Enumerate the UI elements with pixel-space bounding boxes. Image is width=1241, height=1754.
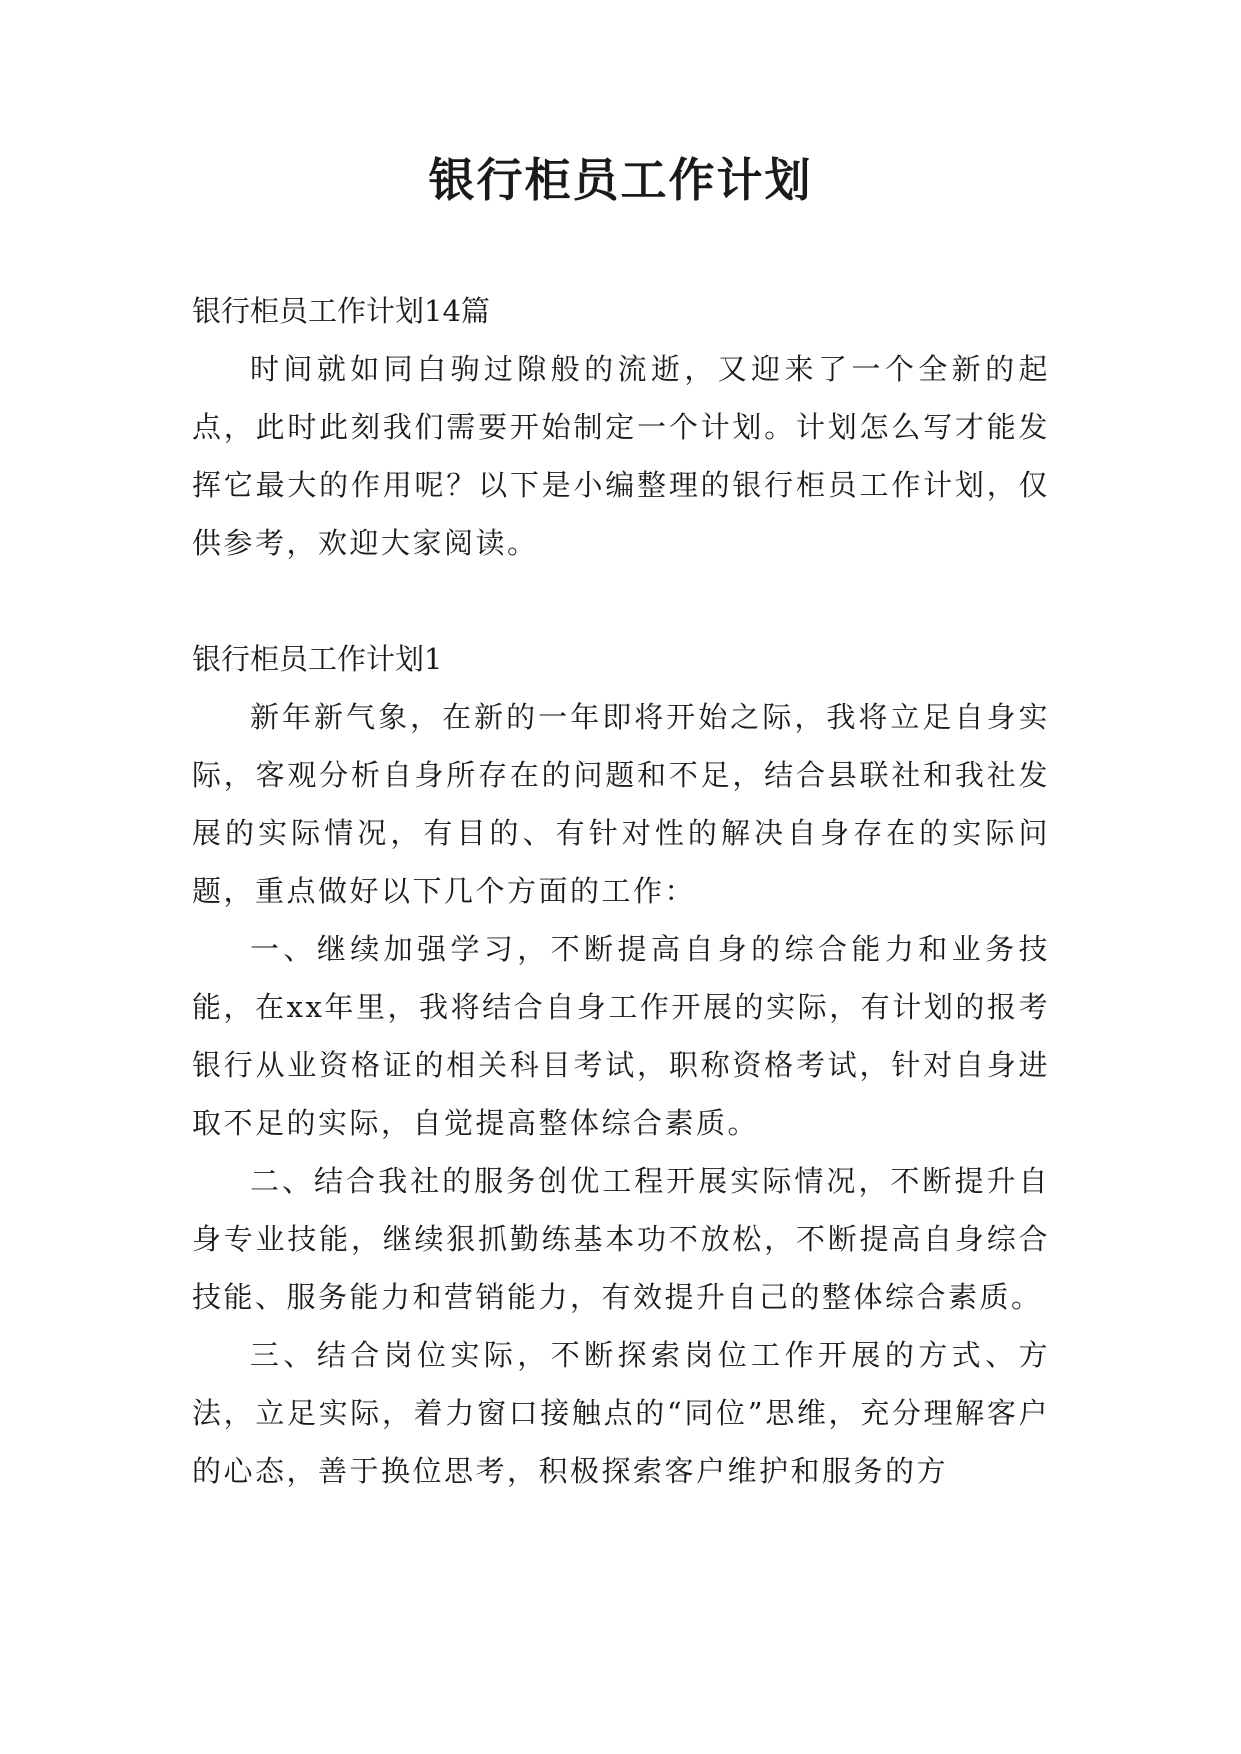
document-body	[192, 282, 1050, 1500]
body-paragraph: 一、继续加强学习，不断提高自身的综合能力和业务技能，在xx年里，我将结合自身工作开展的实际，有计划的报考银行从业资格证的相关科目考试，职称资格考试，针对自身进取不足的实际，自觉提高整体综合素质。	[192, 932, 1050, 1140]
intro-paragraph: 时间就如同白驹过隙般的流逝，又迎来了一个全新的起点，此时此刻我们需要开始制定一个计划。计划怎么写才能发挥它最大的作用呢？以下是小编整理的银行柜员工作计划，仅供参考，欢迎大家阅读。	[192, 352, 1050, 560]
document-title: 银行柜员工作计划	[428, 153, 813, 207]
body-paragraph: 新年新气象，在新的一年即将开始之际，我将立足自身实际，客观分析自身所存在的问题和不足，结合县联社和我社发展的实际情况，有目的、有针对性的解决自身存在的实际问题，重点做好以下几个方面的工作：	[192, 700, 1050, 908]
body-paragraph: 二、结合我社的服务创优工程开展实际情况，不断提升自身专业技能，继续狠抓勤练基本功不放松，不断提高自身综合技能、服务能力和营销能力，有效提升自己的整体综合素质。	[192, 1164, 1050, 1314]
body-paragraph: 三、结合岗位实际，不断探索岗位工作开展的方式、方法，立足实际，着力窗口接触点的“同位”思维，充分理解客户的心态，善于换位思考，积极探索客户维护和服务的方	[192, 1338, 1050, 1488]
section-spacer	[192, 572, 1050, 630]
document-subtitle: 银行柜员工作计划14篇	[192, 294, 490, 328]
section-heading: 银行柜员工作计划1	[192, 642, 443, 676]
